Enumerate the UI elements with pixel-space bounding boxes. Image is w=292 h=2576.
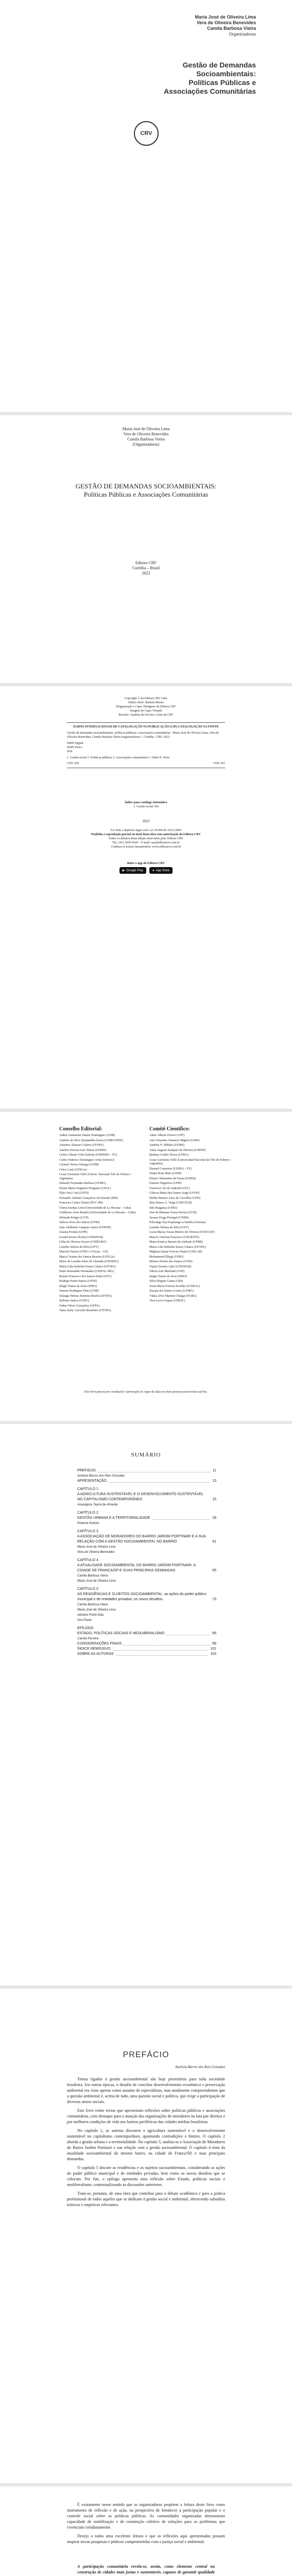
toc-leader — [116, 1655, 209, 1656]
cover-authors — [195, 14, 256, 37]
title-page-author: Camila Barbosa Vieira — [127, 437, 165, 442]
board-member: Tadeu Oliver Gonçalves (UFPA) — [59, 1304, 100, 1308]
board-member: Inês Bragança (UERJ) — [149, 1206, 177, 1210]
board-member: Andréia N. Militão (UEMS) — [149, 1144, 184, 1147]
title-page-author: Vera de Oliveira Benevides — [123, 432, 169, 436]
board-member: Maria Lília Imbiriba Sousa Colares (UFOPA) — [59, 1265, 116, 1268]
board-member: Vânia Alves Martins Chaigar (FURG) — [149, 1294, 197, 1298]
cover-role: Organizadoras — [229, 32, 256, 37]
credit-line: Revisão: Analista de Escrita e Artes da CRV — [118, 714, 174, 717]
title-page-imprint — [0, 561, 292, 576]
toc-entry[interactable] — [77, 1521, 216, 1526]
toc-page-number: 11 — [212, 1469, 216, 1472]
toc-entry-label: CAPÍTULO 5 — [77, 1587, 98, 1591]
board-member: Cesar Gerónimo Tello (Univer .Nacional Três de Febrero – Argentina) — [59, 1173, 132, 1180]
board-member: Eduardo Fernandes Barbosa (UFMG) — [59, 1182, 106, 1185]
board-left-column — [59, 1126, 142, 1314]
board-member: Míghian Danae Ferreira Nunes (UNILAB) — [149, 1250, 202, 1253]
board-member: Jussara Fraga Portugal (UNEB) — [149, 1216, 189, 1219]
isbn-line: ISBN Digital — [67, 742, 83, 745]
toc-entry[interactable] — [77, 1584, 216, 1592]
toc-entry-label: CONSIDERAÇÕES FINAIS — [77, 1642, 122, 1646]
toc-entry[interactable] — [77, 1647, 216, 1652]
toc-entry[interactable] — [77, 1545, 216, 1550]
board-member: Gloria Fariñas León (Universidade de La Havana – Cuba) — [59, 1206, 131, 1210]
preface-paragraph: Trata-se, portanto, de uma obra que contribui para o debate acadêmico e para a prática profissional de todos aqueles que se dedicam à gestão social e ambiental, oferecendo subsídios teóricos e empíricos relevantes. — [67, 2191, 225, 2207]
preface-byline: Anelisia Barros dos Reis Gonzalez — [175, 2065, 225, 2069]
board-member: Barbara Coelho Neves (UFBA) — [149, 1154, 188, 1157]
legal-site: Conheça os nossos lançamentos: www.editoracrv.com.br — [111, 845, 181, 849]
apple-icon: ● — [152, 869, 154, 872]
isbn-line: DOI — [67, 750, 73, 753]
cover-page — [0, 0, 292, 412]
preface-paragraph: No capítulo 1, as autoras discutem a agricultura sustentável e o desenvolvimento sustentável no capitalismo contemporâneo, apontando contradições e limites. O capítulo 2 aborda a gestão urbana e a territorialidade. No capítulo 3, analisa-se a Associação de Moradores do Bairro Jardim Portinari e sua relação com a gestão socioambiental. O capítulo 4 trata da atualidade socioambiental do mesmo bairro, na cidade de Franca/SP, e suas principais demandas. — [67, 2128, 225, 2161]
board-member: Sérgio Nunes de Jesus (IFRO) — [59, 1284, 97, 1288]
board-member: Gláucia Maria dos Santos Jorge (UFOP) — [149, 1192, 200, 1195]
preface-body — [67, 2076, 225, 2211]
title-page-author: Maria José de Oliveira Lima — [122, 427, 170, 431]
board-member: Sonia Maria Ferreira Koehler (UNISAL) — [149, 1284, 200, 1288]
toc-entry[interactable] — [77, 1607, 216, 1613]
preface-emphasis: A participação comunitária revela-se, assim, como elemento central na construção de cidades mais justas e sustentáveis, capazes de garantir qualidade — [77, 2564, 215, 2574]
toc-leader — [152, 1519, 210, 1520]
title-page-title: GESTÃO DE DEMANDAS SOCIOAMBIENTAIS: Políticas Públicas e Associações Comunitárias — [75, 482, 217, 498]
toc-entry-label: GESTÃO URBANA E A TERRITORIALIDADE — [77, 1516, 150, 1520]
toc-entry[interactable] — [77, 1631, 216, 1636]
toc-entry-label: Adriana Freire Dias — [77, 1614, 104, 1617]
toc-entry-label: Roberta Kubota — [77, 1522, 99, 1525]
board-left-list — [59, 1134, 142, 1313]
publisher-logo — [134, 121, 159, 146]
toc-leader — [109, 1482, 210, 1483]
toc-entry-label: A ATUALIDADE SOCIOAMBIENTAL DO BAIRRO JARDIM PORTINARI: A CIDADE DE FRANCA/SP E SUAS PRINCIPAIS DEMANDAS — [77, 1564, 196, 1572]
board-member: Rodrigo Pratte-Santos (UFES) — [59, 1280, 97, 1283]
toc-entry-label: Anelisia Barros dos Reis Gonzalez — [77, 1475, 125, 1478]
cover-author: Camila Barbosa Vieira — [207, 26, 256, 31]
board-member: Maria Eurácia Barreto de Andrade (UFRB) — [149, 1241, 203, 1244]
cip-box — [67, 722, 225, 768]
board-member: Carmen Tereza Velanga (UNIR) — [59, 1163, 99, 1166]
credit-line: Editor-chefe: Railson Moura — [128, 701, 164, 704]
board-member: Fauston Negreiros (UFPI) — [149, 1182, 182, 1185]
credit-line: Imagem de Capa: Freepik — [130, 709, 162, 713]
credit-line: Diagramação e Capa: Designers da Editora CRV — [116, 705, 176, 708]
toc-entry-label: Vera de Oliveira Benevides — [77, 1551, 115, 1554]
imprint-line: Editora CRV — [135, 561, 157, 565]
toc-entry[interactable] — [77, 1473, 216, 1479]
toc-page-number: 55 — [212, 1569, 216, 1572]
toc-entry-label: Maria José de Oliveira Lima — [77, 1608, 116, 1612]
toc-entry-label: CAPÍTULO 2 — [77, 1511, 98, 1515]
toc-page-number: 99 — [212, 1642, 216, 1646]
preface-continuation-page — [0, 2486, 292, 2576]
toc-entry[interactable] — [77, 1592, 216, 1602]
board-member: Maria Lília Imbiriba Sousa Colares (UFOPA) — [149, 1245, 206, 1249]
credit-line: Copyright © da Editora CRV Ltda. — [124, 697, 168, 700]
board-member: Vera Lucia Gaspar (UDESC) — [149, 1299, 185, 1302]
toc-entry-label: Ana Paula — [77, 1619, 92, 1622]
cover-title — [164, 61, 256, 96]
board-member: Elione Maria Nogueira Diogenes (UFAL) — [59, 1187, 111, 1190]
toc-entry[interactable] — [77, 1502, 216, 1507]
toc-entry[interactable] — [77, 1534, 216, 1545]
legal-prohibition: Proibida a reprodução parcial ou total desta obra sem autorização da Editora CRV — [91, 833, 201, 836]
preface-continuation-body — [67, 2502, 225, 2548]
toc-entry-label: Camila Ferreira — [77, 1637, 99, 1640]
toc-entry-label: Camila Barbosa Vieira — [77, 1603, 108, 1606]
toc-entry-label: CAPÍTULO 3 — [77, 1530, 98, 1533]
board-member: Ilma Passos A. Veiga (UNICEUB) — [149, 1201, 192, 1205]
toc-entry[interactable] — [77, 1636, 216, 1641]
credits-block — [0, 697, 292, 717]
board-member: Cesar Gerónimo Tello (Universidad Nacional de Três de Febrero – Argentina) — [149, 1158, 232, 1165]
toc-entry[interactable] — [77, 1613, 216, 1618]
toc-entry[interactable] — [77, 1550, 216, 1555]
cover-author: Vera de Oliveira Benevides — [196, 20, 256, 25]
board-member: Altair Alberto Fávero (UPF) — [149, 1134, 185, 1137]
board-member: Silvia Regina Canan (URI) — [149, 1280, 183, 1283]
toc-page-number: 13 — [212, 1479, 216, 1483]
toc-entry-label: Anaxágora Tayná de Almeida — [77, 1503, 118, 1506]
board-member: Sérgio Nunes de Jesus (IFRO) — [149, 1275, 187, 1278]
cover-title-line: Gestão de Demandas — [182, 61, 256, 69]
cip-entry: Gestão de demandas socioambientais: políticas públicas e associações comunitárias / Maria José de Oliveira Lima, Vera de Oliveira Benevides, Camila Barbosa Vieira (organizadoras) – Curitiba : CRV, 2022. — [67, 732, 219, 739]
preface-heading: PREFÁCIO — [123, 2050, 169, 2059]
google-play-label: Google Play — [126, 869, 143, 872]
title-page-role: (Organizadoras) — [132, 442, 160, 447]
board-member: Antônio Pereira Gaio Júnior (UFRRJ) — [59, 1148, 107, 1152]
title-page-authors — [0, 427, 292, 447]
toc-page-number: 85 — [212, 1632, 216, 1635]
google-play-button[interactable] — [119, 867, 146, 874]
board-right-column — [149, 1126, 234, 1304]
toc-entry[interactable] — [77, 1573, 216, 1579]
toc-page-number: 29 — [212, 1516, 216, 1520]
store-buttons — [0, 867, 292, 874]
board-member: Mônica Pereira dos Santos (UFRJ) — [149, 1260, 193, 1263]
isbn-line: ISBN Físico — [67, 746, 82, 749]
index-note: Índice para catálogo sistemático — [125, 801, 167, 804]
preface-paragraph: É exatamente nesse sentido que as organizadoras propõem a leitura deste livro como instrumento de reflexão e de ação, na perspectiva de fortalecer a participação popular e o controle social sobre as políticas públicas. As comunidades organizadas demonstram capacidade de mobilização e de construção coletiva de soluções para os problemas que vivenciam cotidianamente. — [67, 2502, 225, 2530]
board-member: Ana Chrystina Venancio Mignot (UERJ) — [149, 1139, 200, 1142]
toc-entry-label: A ASSOCIAÇÃO DE MORADORES DO BAIRRO JARDIM PORTINARI E A SUA RELAÇÃO COM A GESTÃO SOCIOAMBIENTAL NO BAIRRO — [77, 1535, 206, 1544]
copyright-page — [0, 686, 292, 1109]
board-member: José de Ribamar Sousa Pereira (UCB) — [149, 1211, 197, 1214]
board-member: Francisco Ari de Andrade (UFC) — [149, 1187, 190, 1190]
cover-author: Maria José de Oliveira Lima — [195, 14, 256, 20]
toc-entry-label: SOBRE AS AUTORAS — [77, 1652, 114, 1656]
toc-page-number: 73 — [212, 1598, 216, 1601]
toc-page-number: 101 — [210, 1647, 216, 1651]
toc-entry-label: A AGRICULTURA SUSTENTÁVEL E O DESENVOLVIMENTO SUSTENTÁVEL NO CAPITALISMO CONTEMPORÂNEO — [77, 1493, 203, 1501]
toc-entry-label: Camila Barbosa Vieira — [77, 1574, 108, 1578]
copyright-year: 2022 — [142, 819, 150, 823]
board-member: Marcelo Paixão (UFRJ e UTexas – US) — [59, 1250, 108, 1253]
board-right-title: Comitê Científico: — [149, 1126, 190, 1132]
board-member: Diosnel Centurion (UNIDA – PY) — [149, 1167, 192, 1171]
editorial-board-page — [0, 1112, 292, 1421]
board-member: Mohammed Elhajji (UFRJ) — [149, 1255, 183, 1259]
board-member: Suzana dos Santos Gomes (UFMG) — [149, 1290, 194, 1293]
board-member: Aldira Guimarães Duarte Domínguez (UNB) — [59, 1134, 115, 1137]
board-member: Élsio José Corá (UFFS) — [59, 1192, 89, 1195]
preface-page — [0, 1989, 292, 2483]
toc-page — [0, 1424, 292, 1986]
board-member: Najela Tavares Ujiie (UNESPAR) — [149, 1265, 192, 1268]
board-member: Lídia de Oliveira Xavier (UNIEURO) — [59, 1241, 107, 1244]
board-member: Solange Helena Ximenes-Rocha (UFOPA) — [59, 1294, 112, 1298]
play-icon: ▶ — [122, 869, 125, 872]
toc-entry[interactable] — [77, 1563, 216, 1573]
board-member: Lucia Marisy Souza Ribeiro de Oliveira (UNIVASF) — [149, 1231, 215, 1234]
toc-entry-label: PREFÁCIO — [77, 1469, 96, 1472]
cdu-code: CDU 304 — [67, 762, 79, 765]
isbn-list — [67, 741, 225, 754]
toc-entry[interactable] — [77, 1641, 216, 1647]
preface-paragraph: Temas ligados à gestão socioambiental são hoje prioritários para toda sociedade brasileira. Em outras épocas, o desafio de conciliar desenvolvimento econômico e preservação ambiental era visto apenas como assunto de especialistas, mas atualmente compreendemos que a questão ambiental é, acima de tudo, uma questão social e política, que exige a participação de diversos atores sociais. — [67, 2077, 225, 2104]
toc-entry[interactable] — [77, 1516, 216, 1521]
toc-entry[interactable] — [77, 1652, 216, 1657]
toc-entry-label: APRESENTAÇÃO — [77, 1479, 107, 1483]
cdd-code: CDD 361 — [213, 762, 225, 765]
legal-block — [57, 828, 235, 849]
app-store-label: App Store — [156, 869, 170, 872]
app-banner-text: Baixe o app da Editora CRV — [127, 862, 165, 865]
board-member: Francisco Carlos Duarte (PUC-PR) — [59, 1201, 103, 1205]
classification-row — [67, 761, 225, 766]
toc-entry-label: ÍNDICE REMISSIVO — [77, 1647, 111, 1651]
cip-subjects: 1. Gestão social 2. Políticas públicas 3. Associações comunitárias I. Título II. Série — [67, 756, 170, 759]
board-member: Fernando Antônio Gonçalves Alcoforado (IPB) — [59, 1196, 118, 1200]
toc-page-number: 15 — [212, 1498, 216, 1501]
board-member: Kilwangy Kya Kapitango-a-Samba (Unemat) — [149, 1221, 206, 1224]
toc-entry-label: EPÍLOGO — [77, 1626, 94, 1630]
cover-title-line: Associações Comunitárias — [164, 87, 256, 95]
legal-rights: Todos os direitos desta edição reservados pela: Editora CRV — [109, 837, 183, 840]
toc-page-number: 103 — [210, 1652, 216, 1656]
toc-entry[interactable] — [77, 1618, 216, 1623]
toc-entry[interactable] — [77, 1555, 216, 1563]
board-member: Lourdes Helena da Silva (UFV) — [59, 1245, 99, 1249]
cip-title: DADOS INTERNACIONAIS DE CATALOGAÇÃO NA PUBLICAÇÃO (CIP) CATALOGAÇÃO NA FONTE — [73, 725, 219, 728]
board-member: Helmuth Krüger (UCP) — [59, 1216, 89, 1219]
toc-entry-label: ESTADO, POLÍTICAS SOCIAIS E NEOLIBERALISMO — [77, 1632, 165, 1635]
legal-deposit: Foi feito o depósito legal conf. Lei 10.994 de 14/12/2004 — [110, 829, 182, 832]
toc-entry-label: CAPÍTULO 4 — [77, 1558, 98, 1562]
board-member: Lourdes Helena da Silva (UFV) — [149, 1226, 189, 1229]
imprint-line: Curitiba – Brasil — [132, 566, 160, 570]
preface-paragraph: Desejo a todos uma excelente leitura e que as reflexões aqui apresentadas possam inspirar novas pesquisas e práticas comprometidas com a justiça social e ambiental. — [67, 2534, 225, 2544]
board-member: Marcos Vinicius Francisco (UNOESTE) — [149, 1235, 200, 1239]
board-member: Eliane Rose Maio (UEM) — [149, 1172, 181, 1175]
index-entry: 1. Gestão social 304 — [133, 805, 159, 808]
app-banner — [0, 861, 292, 874]
cover-title-line: Socioambientais: — [196, 70, 256, 78]
toc-entry[interactable] — [77, 1526, 216, 1534]
board-member: Elizeu Clementino de Souza (UNEB) — [149, 1177, 196, 1180]
toc-entry[interactable] — [77, 1579, 216, 1584]
board-member: Maria de Lourdes Pinto de Almeida (UNOESC) — [59, 1260, 119, 1263]
toc-entry[interactable] — [77, 1602, 216, 1607]
toc-entry[interactable] — [77, 1468, 216, 1473]
board-footnote: Este livro passou por avaliação e aprovação às cegas de duas ou mais pessoas pareceristas ad hoc. — [84, 1391, 208, 1394]
toc-entry[interactable] — [77, 1492, 216, 1502]
board-member: Celso Conti (UFSCar) — [59, 1168, 87, 1172]
board-member: Anna Augusta Sampaio de Oliveira (UNESP) — [149, 1148, 206, 1152]
board-member: Anselmo Alencar Colares (UFOPA) — [59, 1144, 104, 1147]
board-right-list — [149, 1134, 234, 1303]
board-member: Simone Rodrigues Pinto (UNB) — [59, 1290, 99, 1293]
board-member: Maria Cristina dos Santos Bezerra (UFSCar) — [59, 1255, 115, 1259]
board-member: Leonel Severo Rocha (UNISINOS) — [59, 1235, 104, 1239]
board-member: Carlos Federico Domínguez Avila (Unieuro) — [59, 1158, 114, 1162]
toc-entry-label: Maria José de Oliveira Lima — [77, 1580, 116, 1583]
board-member: Jailson Alves dos Santos (UFRJ) — [59, 1221, 100, 1224]
board-member: Carlos Alberto Vilar Estêvão (UMINHO – PT) — [59, 1154, 117, 1157]
toc-entry-label: CAPÍTULO 1 — [77, 1487, 98, 1491]
toc-leader — [113, 1650, 209, 1651]
index-box — [67, 801, 225, 809]
board-member: Guillermo Arias Beatón (Universidade de La Havana – Cuba) — [59, 1211, 136, 1214]
toc-entry[interactable] — [77, 1484, 216, 1492]
toc-list — [77, 1468, 216, 1657]
toc-heading: SUMÁRIO — [131, 1452, 161, 1458]
board-left-title: Conselho Editorial: — [59, 1126, 102, 1132]
toc-entry-label: Maria José de Oliveira Lima — [77, 1546, 116, 1549]
toc-entry-label: AS RESIDÊNCIAS E SUJEITOS SOCIOAMBIENTAL: as ações do poder público municipal e de entidades privadas: os novos desafios — [77, 1592, 207, 1601]
board-member: Sydione Santos (UEPG) — [59, 1299, 90, 1302]
title-page — [0, 415, 292, 683]
cover-title-line: Políticas Públicas e — [188, 78, 256, 87]
toc-entry[interactable] — [77, 1479, 216, 1484]
preface-paragraph: Este livro reúne textos que apresentam reflexões sobre políticas públicas e associações comunitárias, com destaque para a atuação das organizações de moradores na luta por direitos e por melhores condições de vida nos bairros periféricos das cidades médias brasileiras. — [67, 2108, 225, 2124]
toc-leader — [124, 1645, 210, 1646]
legal-contact: Tel.: (41) 3039-6418 – E-mail: sac@editoracrv.com.br — [112, 841, 180, 844]
imprint-line: 2022 — [142, 571, 150, 575]
app-store-button[interactable] — [149, 867, 173, 874]
toc-entry[interactable] — [77, 1623, 216, 1631]
board-member: Josania Portela (UFPI) — [59, 1231, 88, 1234]
toc-page-number: 41 — [212, 1540, 216, 1544]
preface-paragraph: O capítulo 5 discute as residências e os sujeitos socioambientais, considerando as ações do poder público municipal e de entidades privadas, bem como os novos desafios que se colocam. Por fim, o epílogo apresenta uma reflexão sobre Estado, políticas sociais e neoliberalismo, contextualizando as discussões anteriores. — [67, 2165, 225, 2187]
board-member: Andréia da Silva Quintanilha Sousa (UNIR/UFRN) — [59, 1139, 123, 1142]
board-member: João Adalberto Campato Junior (UNESP) — [59, 1226, 111, 1229]
publisher-logo-text: CRV — [140, 130, 152, 137]
board-member: Helder Buenos Aires de Carvalho (UFPI) — [149, 1196, 201, 1200]
toc-entry[interactable] — [77, 1507, 216, 1516]
board-member: Paulo Romualdo Hernandes (UNIFAL-MG) — [59, 1270, 114, 1273]
board-member: Renato Francisco dos Santos Paula (UFG) — [59, 1275, 112, 1278]
board-member: Nilson José Machado (USP) — [149, 1270, 185, 1273]
board-member: Tania Suely Azevedo Brasileiro (UFOPA) — [59, 1309, 111, 1312]
